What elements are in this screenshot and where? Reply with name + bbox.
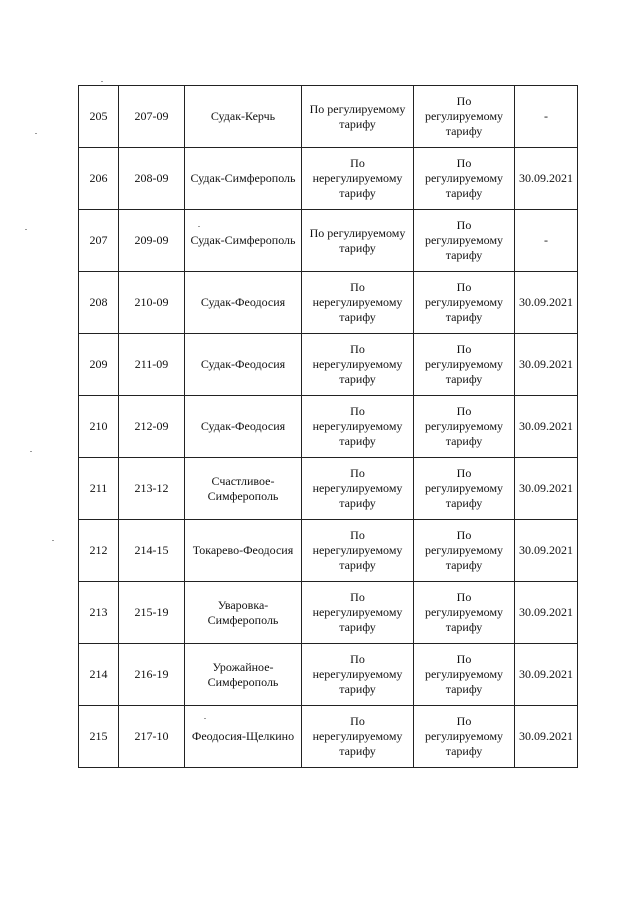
current-tariff-cell: По нерегулируемому тарифу: [302, 582, 414, 644]
routes-table: [78, 85, 578, 768]
route-name-cell: Судак-Феодосия: [185, 334, 302, 396]
new-tariff-cell: По регулируемому тарифу: [414, 582, 515, 644]
new-tariff-cell: По регулируемому тарифу: [414, 86, 515, 148]
date-cell: 30.09.2021: [515, 644, 578, 706]
date-cell: 30.09.2021: [515, 582, 578, 644]
row-number-cell: 212: [79, 520, 119, 582]
current-tariff-cell: По регулируемому тарифу: [302, 210, 414, 272]
new-tariff-cell: По регулируемому тарифу: [414, 520, 515, 582]
table-row: [79, 582, 578, 644]
registration-number-cell: 211-09: [119, 334, 185, 396]
registration-number-cell: 210-09: [119, 272, 185, 334]
row-number-cell: 213: [79, 582, 119, 644]
route-name-cell: Судак-Феодосия: [185, 272, 302, 334]
registration-number-cell: 209-09: [119, 210, 185, 272]
table-row: [79, 396, 578, 458]
table-row: [79, 458, 578, 520]
current-tariff-cell: По нерегулируемому тарифу: [302, 520, 414, 582]
registration-number-cell: 216-19: [119, 644, 185, 706]
row-number-cell: 206: [79, 148, 119, 210]
row-number-cell: 205: [79, 86, 119, 148]
route-name-cell: Урожайное- Симферополь: [185, 644, 302, 706]
table-row: [79, 210, 578, 272]
route-name-cell: Судак-Керчь: [185, 86, 302, 148]
route-name-cell: Судак-Симферополь: [185, 148, 302, 210]
date-cell: 30.09.2021: [515, 334, 578, 396]
registration-number-cell: 217-10: [119, 706, 185, 768]
date-cell: 30.09.2021: [515, 148, 578, 210]
registration-number-cell: 215-19: [119, 582, 185, 644]
new-tariff-cell: По регулируемому тарифу: [414, 334, 515, 396]
table-row: [79, 148, 578, 210]
row-number-cell: 209: [79, 334, 119, 396]
current-tariff-cell: По нерегулируемому тарифу: [302, 458, 414, 520]
date-cell: -: [515, 210, 578, 272]
date-cell: 30.09.2021: [515, 706, 578, 768]
scan-speck: [25, 229, 27, 230]
route-name-cell: Токарево-Феодосия: [185, 520, 302, 582]
registration-number-cell: 213-12: [119, 458, 185, 520]
new-tariff-cell: По регулируемому тарифу: [414, 148, 515, 210]
route-name-cell: Счастливое- Симферополь: [185, 458, 302, 520]
scan-speck: [35, 133, 37, 134]
current-tariff-cell: По нерегулируемому тарифу: [302, 272, 414, 334]
current-tariff-cell: По нерегулируемому тарифу: [302, 396, 414, 458]
route-name-cell: Судак-Феодосия: [185, 396, 302, 458]
table-row: [79, 334, 578, 396]
row-number-cell: 211: [79, 458, 119, 520]
table-row: [79, 706, 578, 768]
route-name-cell: Уваровка- Симферополь: [185, 582, 302, 644]
new-tariff-cell: По регулируемому тарифу: [414, 706, 515, 768]
row-number-cell: 214: [79, 644, 119, 706]
route-name-cell: Феодосия-Щелкино: [185, 706, 302, 768]
scan-speck: [204, 718, 206, 719]
scan-speck: [52, 540, 54, 541]
date-cell: 30.09.2021: [515, 396, 578, 458]
new-tariff-cell: По регулируемому тарифу: [414, 644, 515, 706]
scan-speck: [30, 451, 32, 452]
table-row: [79, 644, 578, 706]
table-row: [79, 520, 578, 582]
current-tariff-cell: По регулируемому тарифу: [302, 86, 414, 148]
date-cell: 30.09.2021: [515, 520, 578, 582]
new-tariff-cell: По регулируемому тарифу: [414, 458, 515, 520]
new-tariff-cell: По регулируемому тарифу: [414, 272, 515, 334]
current-tariff-cell: По нерегулируемому тарифу: [302, 706, 414, 768]
table-row: [79, 272, 578, 334]
row-number-cell: 208: [79, 272, 119, 334]
table-row: [79, 86, 578, 148]
date-cell: 30.09.2021: [515, 272, 578, 334]
row-number-cell: 210: [79, 396, 119, 458]
date-cell: 30.09.2021: [515, 458, 578, 520]
date-cell: -: [515, 86, 578, 148]
new-tariff-cell: По регулируемому тарифу: [414, 396, 515, 458]
scan-speck: [198, 226, 200, 227]
row-number-cell: 207: [79, 210, 119, 272]
registration-number-cell: 207-09: [119, 86, 185, 148]
scan-speck: [101, 81, 103, 82]
route-name-cell: Судак-Симферополь: [185, 210, 302, 272]
current-tariff-cell: По нерегулируемому тарифу: [302, 334, 414, 396]
current-tariff-cell: По нерегулируемому тарифу: [302, 644, 414, 706]
row-number-cell: 215: [79, 706, 119, 768]
new-tariff-cell: По регулируемому тарифу: [414, 210, 515, 272]
registration-number-cell: 212-09: [119, 396, 185, 458]
current-tariff-cell: По нерегулируемому тарифу: [302, 148, 414, 210]
registration-number-cell: 214-15: [119, 520, 185, 582]
registration-number-cell: 208-09: [119, 148, 185, 210]
